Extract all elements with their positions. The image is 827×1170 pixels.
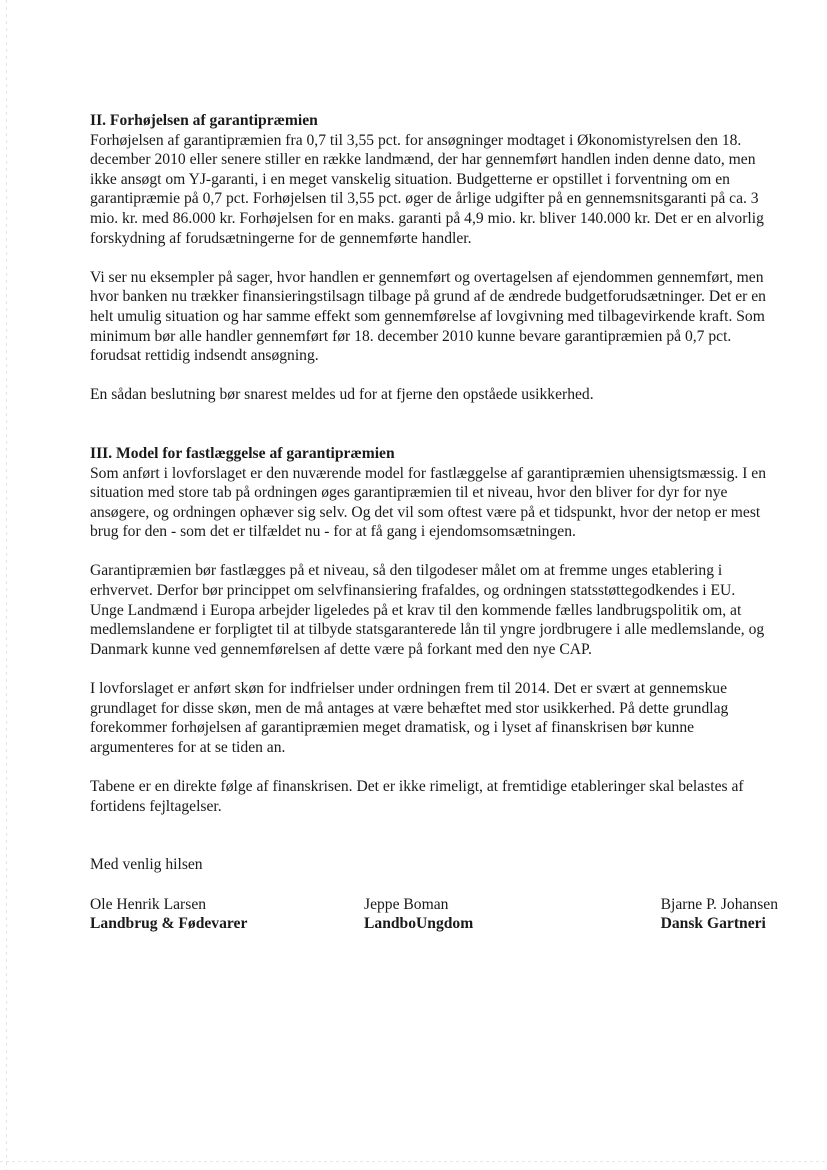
signatory-name: Jeppe Boman xyxy=(364,895,449,913)
section-heading-forhoejelsen: II. Forhøjelsen af garantipræmien xyxy=(90,112,318,129)
paragraph: Forhøjelsen af garantipræmien fra 0,7 til 3,55 pct. for ansøgninger modtaget i Økonomistyrelsen den 18. december 2010 eller senere stiller en række landmænd, der har gennemført handlen inden denne dato, men ikke ansøgt om YJ-garanti, i en meget vanskelig situation. Budgetterne er opstillet i forventning om en garantipræmie på 0,7 pct. Forhøjelsen til 3,55 pct. øger de årlige udgifter på en gennemsnitsgaranti på ca. 3 mio. kr. med 86.000 kr. Forhøjelsen for en maks. garanti på 4,9 mio. kr. bliver 140.000 kr. Det er en alvorlig forskydning af forudsætningerne for de gennemførte handler. xyxy=(90,131,764,247)
paragraph: Som anført i lovforslaget er den nuværende model for fastlæggelse af garantipræmien uhensigtsmæssig. I en situation med store tab på ordningen øges garantipræmien til et niveau, hvor den bliver for dyr for nye ansøgere, og ordningen ophæver sig selv. Og det vil som oftest være på et tidspunkt, hvor der netop er mest brug for den - som det er tilfældet nu - for at få gang i ejendomsomsætningen. xyxy=(90,464,767,541)
signatory xyxy=(364,895,473,934)
signatory-organisation: LandboUngdom xyxy=(364,915,474,933)
signatory-name: Bjarne P. Johansen xyxy=(660,895,778,913)
closing-salutation: Med venlig hilsen xyxy=(90,856,203,874)
signatory-organisation: Landbrug & Fødevarer xyxy=(90,915,248,933)
signatory-name: Ole Henrik Larsen xyxy=(90,895,207,913)
paragraph: I lovforslaget er anført skøn for indfrielser under ordningen frem til 2014. Det er svært at gennemskue grundlaget for disse skøn, men de må antages at være behæftet med stor usikkerhed. På dette grundlag forekommer forhøjelsen af garantipræmien meget dramatisk, og i lyset af finanskrisen bør kunne argumenteres for at se tiden an. xyxy=(90,680,729,756)
scan-edge-bottom xyxy=(0,1161,827,1162)
signatory xyxy=(90,895,247,934)
paragraph: Vi ser nu eksempler på sager, hvor handlen er gennemført og overtagelsen af ejendommen gennemført, men hvor banken nu trækker finansieringstilsagn tilbage på grund af de ændrede budgetforudsætninger. Det er en helt umulig situation og har samme effekt som gennemførelse af lovgivning med tilbagevirkende kraft. Som minimum bør alle handler gennemført før 18. december 2010 kunne bevare garantipræmien på 0,7 pct. forudsat rettidig indsendt ansøgning. xyxy=(90,268,766,365)
paragraph: Garantipræmien bør fastlægges på et niveau, så den tilgodeser målet om at fremme unges etablering i erhvervet. Derfor bør princippet om selvfinansiering frafaldes, og ordningen statsstøttegodkendes i EU. Unge Landmænd i Europa arbejder ligeledes på et krav til den kommende fælles landbrugspolitik om, at medlemslandene er forpligtet til at tilbyde statsgaranterede lån til yngre jordbrugere i alle medlemslande, og Danmark kunne ved gennemførelsen af dette være på forkant med den nye CAP. xyxy=(90,562,765,658)
signatory-organisation: Dansk Gartneri xyxy=(660,915,766,933)
section-heading-model: III. Model for fastlæggelse af garantipræmien xyxy=(90,444,395,462)
scan-edge-left xyxy=(6,0,7,1170)
paragraph: Tabene er en direkte følge af finanskrisen. Det er ikke rimeligt, at fremtidige etableringer skal belastes af fortidens fejltagelser. xyxy=(90,778,744,815)
paragraph: En sådan beslutning bør snarest meldes ud for at fjerne den opståede usikkerhed. xyxy=(90,386,594,404)
signature-block xyxy=(90,895,778,935)
signatory xyxy=(661,895,778,934)
letter-body xyxy=(90,111,778,935)
